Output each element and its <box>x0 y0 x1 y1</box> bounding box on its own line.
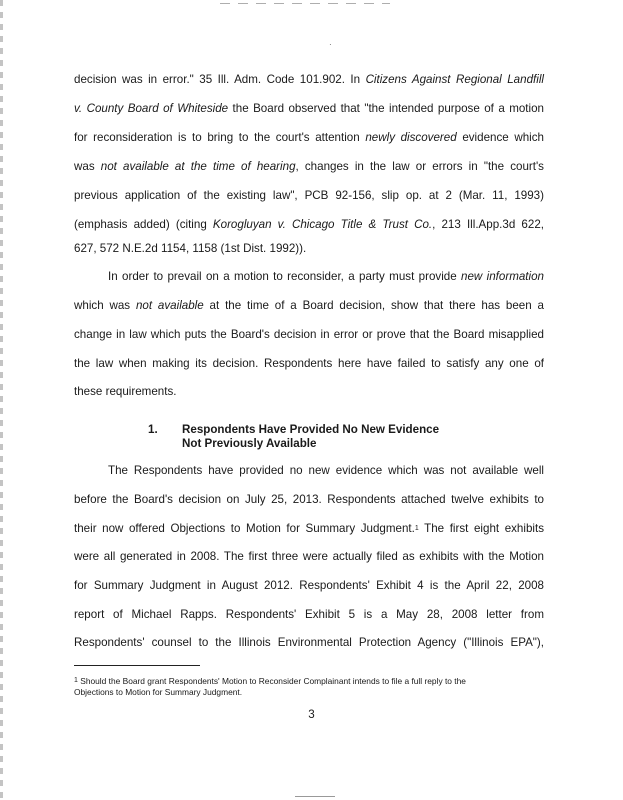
line-text: were all generated in 2008. The first three were actually filed as exhibits with the Motion <box>74 550 544 563</box>
scan-speck: · <box>329 40 332 49</box>
line-text: which was <box>74 299 136 312</box>
line-text: report of Michael Rapps. Respondents' Exhibit 5 is a May 28, 2008 letter from <box>74 608 544 621</box>
line-text: The first eight exhibits <box>418 522 544 535</box>
page-number: 3 <box>308 708 315 721</box>
italic-text: not available <box>135 299 204 312</box>
text-line <box>74 357 544 371</box>
line-text: the law when making its decision. Respondents here have failed to satisfy any one of <box>74 357 544 370</box>
section-heading-line-1: Respondents Have Provided No New Evidence <box>182 423 440 436</box>
line-text: was <box>74 160 101 173</box>
scan-edge-bottom <box>295 796 335 797</box>
text-line <box>74 328 544 342</box>
text-line <box>74 550 544 564</box>
italic-text: Korogluyan v. Chicago Title & Trust Co. <box>212 218 433 231</box>
text-line <box>74 160 544 174</box>
line-text: , 213 Ill.App.3d 622, <box>432 218 544 231</box>
footnote-rule <box>74 665 200 666</box>
line-text: at the time of a Board decision, show that there has been a <box>203 299 545 312</box>
italic-text: Citizens Against Regional Landfill <box>365 73 544 86</box>
text-line <box>74 189 544 203</box>
text-line <box>74 73 544 87</box>
section-number: 1. <box>148 423 158 436</box>
footnote-line-1 <box>74 676 544 686</box>
line-text: In order to prevail on a motion to reconsider, a party must provide <box>108 270 462 283</box>
text-line <box>74 608 544 622</box>
line-text: 627, 572 N.E.2d 1154, 1158 (1st Dist. 1992)). <box>74 242 307 255</box>
italic-text: not available at the time of hearing <box>100 160 296 173</box>
line-text: evidence which <box>456 131 544 144</box>
text-line <box>74 218 544 232</box>
line-text: for Summary Judgment in August 2012. Respondents' Exhibit 4 is the April 22, 2008 <box>74 579 544 592</box>
scan-edge-left <box>0 0 3 800</box>
line-text: decision was in error." 35 Ill. Adm. Code 101.902. In <box>74 73 366 86</box>
text-line <box>74 299 544 313</box>
section-heading-line-2: Not Previously Available <box>182 437 317 450</box>
line-text: their now offered Objections to Motion for Summary Judgment. <box>74 522 415 535</box>
text-line <box>74 385 544 399</box>
italic-text: v. County Board of Whiteside <box>74 102 229 115</box>
footnote-line-2: Objections to Motion for Summary Judgment. <box>74 687 243 697</box>
line-text: Respondents' counsel to the Illinois Environmental Protection Agency ("Illinois EPA"), <box>74 636 544 649</box>
footnote-marker: 1 <box>74 677 78 684</box>
line-text: the Board observed that "the intended purpose of a motion <box>228 102 544 115</box>
line-text: previous application of the existing law", PCB 92-156, slip op. at 2 (Mar. 11, 1993) <box>74 189 544 202</box>
line-text: change in law which puts the Board's decision in error or prove that the Board misapplied <box>74 328 544 341</box>
line-text: The Respondents have provided no new evidence which was not available well <box>108 464 544 477</box>
line-text: for reconsideration is to bring to the court's attention <box>74 131 366 144</box>
text-line <box>74 131 544 145</box>
text-line <box>108 464 544 478</box>
line-text: before the Board's decision on July 25, 2013. Respondents attached twelve exhibits to <box>74 493 544 506</box>
text-line <box>74 579 544 593</box>
text-line <box>108 270 544 284</box>
line-text: , changes in the law or errors in "the court's <box>295 160 544 173</box>
text-line <box>74 493 544 507</box>
italic-text: new information <box>461 270 545 283</box>
line-text: these requirements. <box>74 385 177 398</box>
footnote-ref: 1 <box>414 525 419 532</box>
footnote-text-1: Should the Board grant Respondents' Motion to Reconsider Complainant intends to file a full reply to the <box>80 676 466 686</box>
italic-text: newly discovered <box>365 131 457 144</box>
scan-edge-top <box>220 3 390 4</box>
text-line <box>74 242 544 256</box>
text-line <box>74 636 544 650</box>
line-text: (emphasis added) (citing <box>74 218 213 231</box>
text-line <box>74 522 544 536</box>
text-line <box>74 102 544 116</box>
